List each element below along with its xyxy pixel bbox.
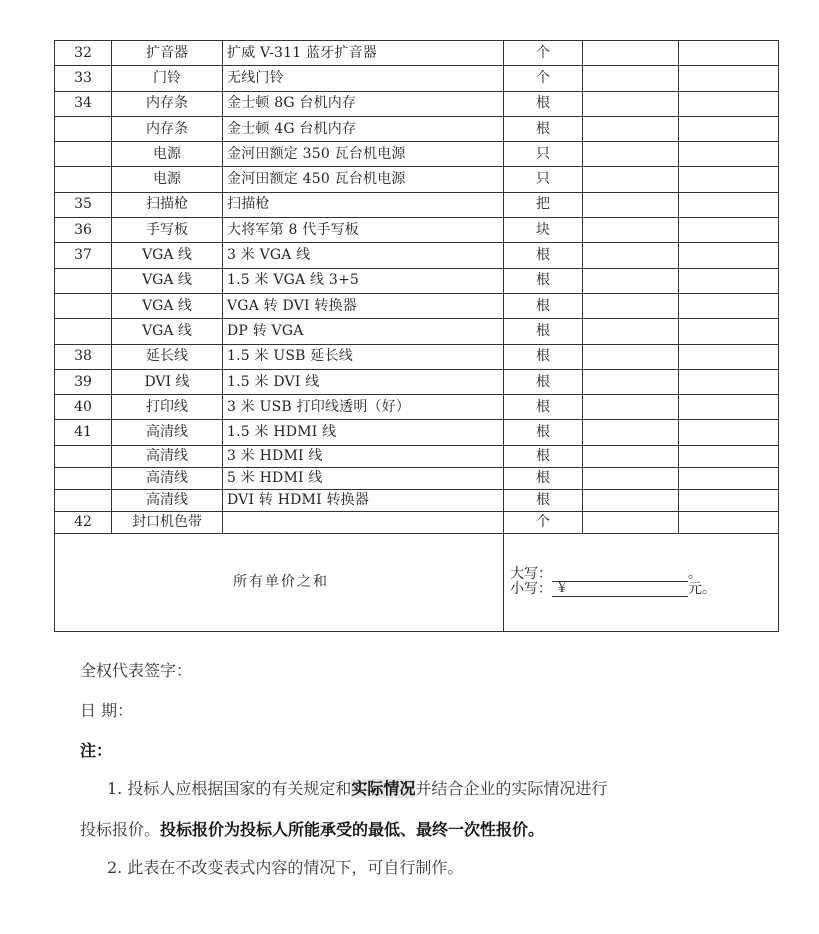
item-unit-price[interactable] (583, 511, 679, 533)
item-name: 门铃 (112, 66, 223, 91)
item-spec: 金河田额定 350 瓦台机电源 (223, 142, 504, 167)
item-unit: 只 (504, 142, 583, 167)
item-spec: 1.5 米 USB 延长线 (223, 344, 504, 369)
item-number: 35 (55, 192, 112, 217)
xiaoxie-line (510, 582, 778, 597)
item-spec: 金河田额定 450 瓦台机电源 (223, 167, 504, 192)
item-spec: 1.5 米 HDMI 线 (223, 420, 504, 445)
table-row (55, 66, 779, 91)
item-number (55, 319, 112, 344)
table-row (55, 218, 779, 243)
table-row (55, 445, 779, 467)
item-spec: DP 转 VGA (223, 319, 504, 344)
daxie-end: 。 (688, 566, 702, 583)
item-spec: 3 米 HDMI 线 (223, 445, 504, 467)
item-remark[interactable] (679, 344, 779, 369)
date-line: 日 期： (80, 701, 134, 720)
table-row (55, 467, 779, 489)
item-remark[interactable] (679, 467, 779, 489)
daxie-blank[interactable] (552, 567, 688, 582)
item-remark[interactable] (679, 218, 779, 243)
note-1-highlight: 实际情况 (351, 779, 416, 798)
item-unit: 根 (504, 344, 583, 369)
item-spec: 3 米 USB 打印线透明（好） (223, 395, 504, 420)
item-unit-price[interactable] (583, 116, 679, 141)
item-unit: 个 (504, 41, 583, 66)
daxie-label: 大写： (510, 566, 552, 583)
item-name: 高清线 (112, 467, 223, 489)
xiaoxie-end: 元。 (688, 581, 716, 598)
note-2: 2. 此表在不改变表式内容的情况下，可自行制作。 (107, 858, 464, 877)
table-row (55, 344, 779, 369)
item-name: 扫描枪 (112, 192, 223, 217)
item-name: DVI 线 (112, 369, 223, 394)
table-row (55, 116, 779, 141)
item-unit: 根 (504, 268, 583, 293)
item-unit-price[interactable] (583, 467, 679, 489)
item-spec: 无线门铃 (223, 66, 504, 91)
item-unit-price[interactable] (583, 142, 679, 167)
item-remark[interactable] (679, 489, 779, 511)
note-1-text-a: 1. 投标人应根据国家的有关规定和 (107, 779, 352, 798)
item-unit-price[interactable] (583, 218, 679, 243)
item-unit-price[interactable] (583, 319, 679, 344)
item-unit: 根 (504, 369, 583, 394)
item-unit-price[interactable] (583, 268, 679, 293)
item-unit: 根 (504, 395, 583, 420)
item-name: VGA 线 (112, 319, 223, 344)
item-name: 内存条 (112, 91, 223, 116)
item-unit-price[interactable] (583, 66, 679, 91)
item-unit-price[interactable] (583, 91, 679, 116)
summary-row (55, 533, 779, 631)
item-remark[interactable] (679, 41, 779, 66)
item-unit: 根 (504, 243, 583, 268)
table-row (55, 489, 779, 511)
item-number (55, 489, 112, 511)
item-remark[interactable] (679, 369, 779, 394)
price-table (54, 40, 779, 632)
item-spec: 5 米 HDMI 线 (223, 467, 504, 489)
note-1-text-c: 投标报价。 (80, 820, 161, 839)
item-remark[interactable] (679, 167, 779, 192)
item-name: VGA 线 (112, 268, 223, 293)
item-name: 内存条 (112, 116, 223, 141)
item-number: 32 (55, 41, 112, 66)
item-name: 高清线 (112, 445, 223, 467)
summary-amount-cell (504, 533, 779, 631)
item-name: 高清线 (112, 420, 223, 445)
item-spec: DVI 转 HDMI 转换器 (223, 489, 504, 511)
item-number: 41 (55, 420, 112, 445)
item-number: 40 (55, 395, 112, 420)
item-spec: 1.5 米 DVI 线 (223, 369, 504, 394)
table-row (55, 319, 779, 344)
item-unit: 根 (504, 293, 583, 318)
item-unit-price[interactable] (583, 344, 679, 369)
item-spec: 扫描枪 (223, 192, 504, 217)
item-unit-price[interactable] (583, 420, 679, 445)
item-spec: VGA 转 DVI 转换器 (223, 293, 504, 318)
daxie-line (510, 567, 778, 582)
price-table-body (55, 41, 779, 534)
item-number (55, 167, 112, 192)
item-unit-price[interactable] (583, 395, 679, 420)
item-name: 高清线 (112, 489, 223, 511)
item-spec: 大将军第 8 代手写板 (223, 218, 504, 243)
item-name: 手写板 (112, 218, 223, 243)
item-unit: 个 (504, 66, 583, 91)
item-number: 39 (55, 369, 112, 394)
item-name: 扩音器 (112, 41, 223, 66)
item-unit: 个 (504, 511, 583, 533)
item-number (55, 142, 112, 167)
table-row (55, 243, 779, 268)
xiaoxie-blank[interactable] (552, 582, 688, 597)
item-number (55, 293, 112, 318)
item-unit: 根 (504, 445, 583, 467)
item-name: 打印线 (112, 395, 223, 420)
note-1-line-1 (107, 776, 607, 799)
item-unit: 根 (504, 489, 583, 511)
item-name: 电源 (112, 167, 223, 192)
item-unit-price[interactable] (583, 167, 679, 192)
yen-symbol: ￥ (555, 580, 569, 597)
table-row (55, 369, 779, 394)
item-unit-price[interactable] (583, 293, 679, 318)
item-spec: 金士顿 4G 台机内存 (223, 116, 504, 141)
item-number: 34 (55, 91, 112, 116)
item-remark[interactable] (679, 243, 779, 268)
item-unit: 根 (504, 467, 583, 489)
item-number (55, 116, 112, 141)
item-number (55, 268, 112, 293)
item-remark[interactable] (679, 395, 779, 420)
item-name: 电源 (112, 142, 223, 167)
item-unit: 根 (504, 420, 583, 445)
item-spec: 金士顿 8G 台机内存 (223, 91, 504, 116)
item-name: 封口机色带 (112, 511, 223, 533)
item-name: VGA 线 (112, 243, 223, 268)
item-name: 延长线 (112, 344, 223, 369)
table-row (55, 167, 779, 192)
item-unit-price[interactable] (583, 41, 679, 66)
item-spec: 1.5 米 VGA 线 3+5 (223, 268, 504, 293)
note-1-line-2 (80, 817, 544, 840)
table-row (55, 268, 779, 293)
item-unit: 块 (504, 218, 583, 243)
item-number (55, 445, 112, 467)
item-remark[interactable] (679, 66, 779, 91)
xiaoxie-label: 小写： (510, 581, 552, 598)
table-row (55, 91, 779, 116)
item-number: 37 (55, 243, 112, 268)
item-remark[interactable] (679, 293, 779, 318)
item-number: 38 (55, 344, 112, 369)
item-spec: 3 米 VGA 线 (223, 243, 504, 268)
item-unit-price[interactable] (583, 192, 679, 217)
note-1-bold: 投标报价为投标人所能承受的最低、最终一次性报价。 (160, 820, 545, 839)
table-row (55, 142, 779, 167)
table-row (55, 395, 779, 420)
table-row (55, 293, 779, 318)
item-number: 36 (55, 218, 112, 243)
item-unit: 把 (504, 192, 583, 217)
item-unit-price[interactable] (583, 243, 679, 268)
item-remark[interactable] (679, 142, 779, 167)
item-unit-price[interactable] (583, 445, 679, 467)
item-remark[interactable] (679, 511, 779, 533)
item-remark[interactable] (679, 91, 779, 116)
item-unit-price[interactable] (583, 489, 679, 511)
item-remark[interactable] (679, 445, 779, 467)
item-unit: 只 (504, 167, 583, 192)
item-remark[interactable] (679, 268, 779, 293)
item-remark[interactable] (679, 420, 779, 445)
note-title-text: 注： (80, 741, 113, 760)
item-name: VGA 线 (112, 293, 223, 318)
item-unit: 根 (504, 116, 583, 141)
signature-line: 全权代表签字： (80, 661, 193, 680)
table-row (55, 420, 779, 445)
item-remark[interactable] (679, 116, 779, 141)
table-row (55, 41, 779, 66)
table-row (55, 511, 779, 533)
item-number: 33 (55, 66, 112, 91)
item-spec (223, 511, 504, 533)
item-unit: 根 (504, 91, 583, 116)
note-title (80, 738, 112, 761)
item-unit-price[interactable] (583, 369, 679, 394)
item-number: 42 (55, 511, 112, 533)
item-unit: 根 (504, 319, 583, 344)
item-remark[interactable] (679, 319, 779, 344)
table-row (55, 192, 779, 217)
item-spec: 扩威 V-311 蓝牙扩音器 (223, 41, 504, 66)
item-remark[interactable] (679, 192, 779, 217)
item-number (55, 467, 112, 489)
note-1-text-b: 并结合企业的实际情况进行 (415, 779, 608, 798)
summary-label: 所有单价之和 (55, 533, 504, 631)
